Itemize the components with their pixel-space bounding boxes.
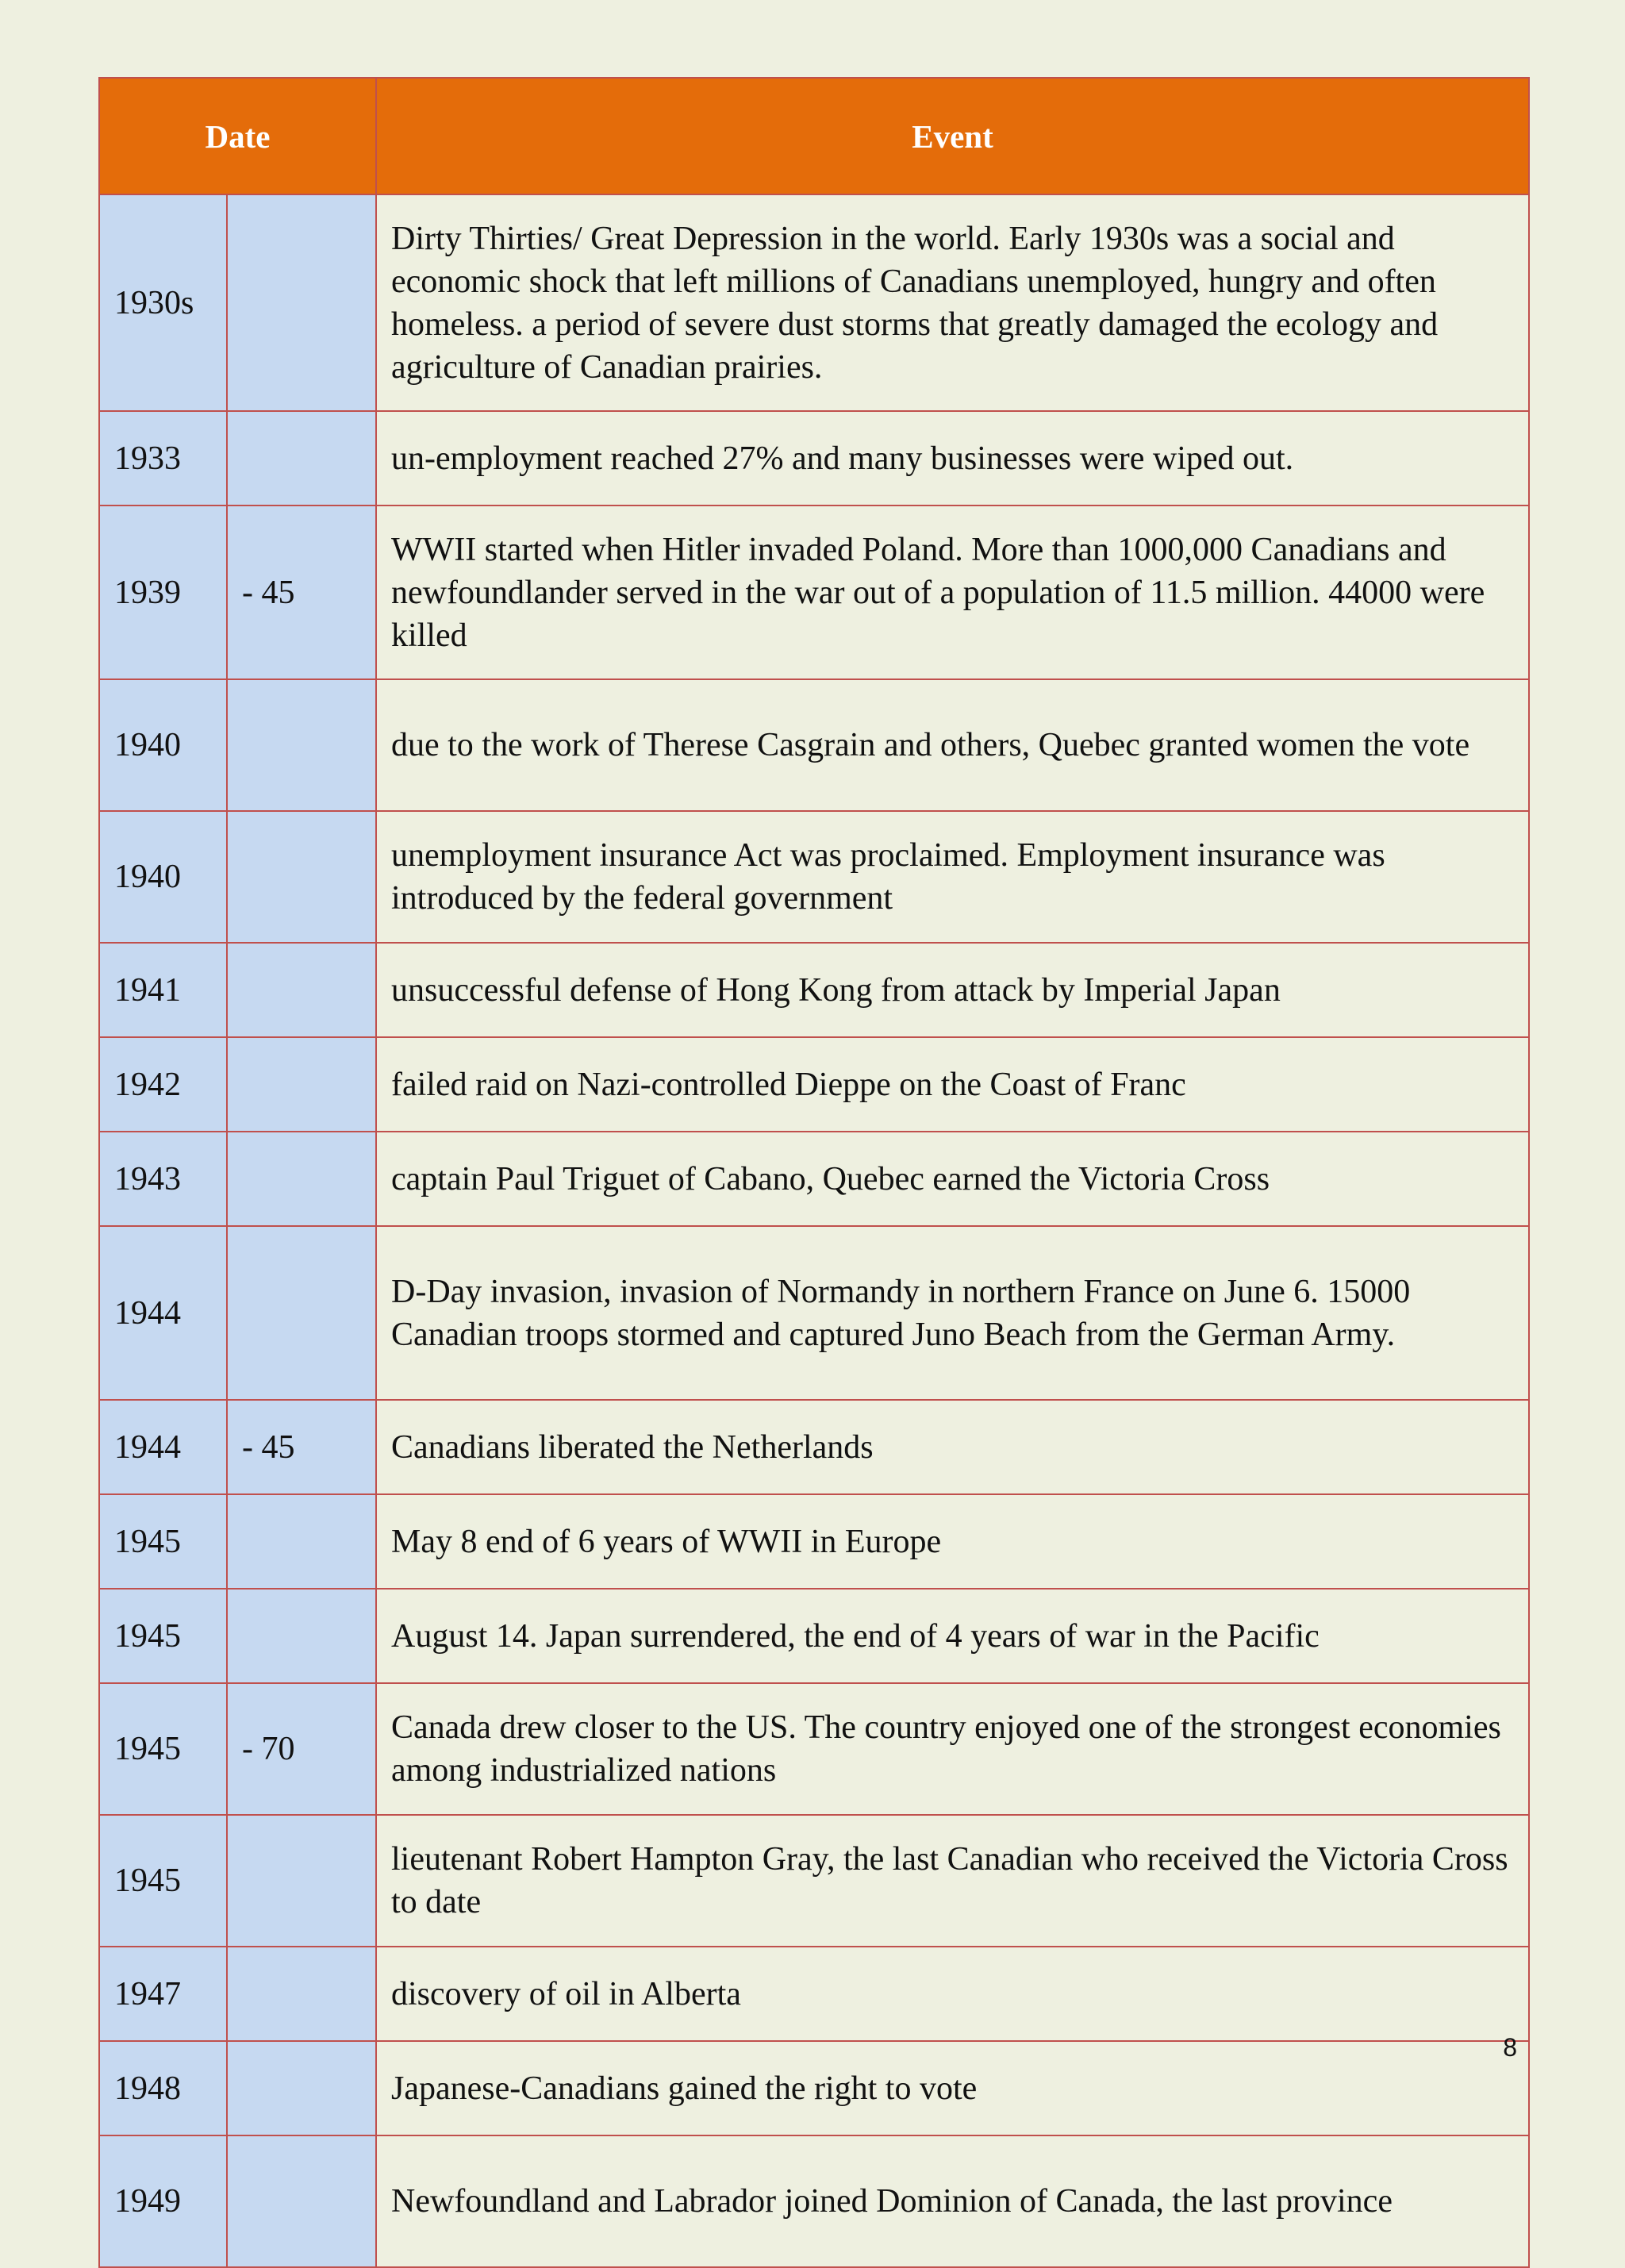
table-row xyxy=(99,2135,1529,2267)
year-cell: 1944 xyxy=(99,1226,227,1400)
event-cell: failed raid on Nazi-controlled Dieppe on the Coast of Franc xyxy=(376,1037,1529,1132)
year-cell: 1930s xyxy=(99,194,227,411)
event-cell: Canada drew closer to the US. The country enjoyed one of the strongest economies among industrialized nations xyxy=(376,1683,1529,1815)
year-range-cell xyxy=(227,1226,376,1400)
table-row xyxy=(99,1815,1529,1947)
event-cell: Japanese-Canadians gained the right to vote xyxy=(376,2041,1529,2135)
table-row xyxy=(99,1400,1529,1494)
table-row xyxy=(99,1589,1529,1683)
year-cell: 1945 xyxy=(99,1815,227,1947)
year-cell: 1947 xyxy=(99,1947,227,2041)
table-row xyxy=(99,1132,1529,1226)
year-range-cell xyxy=(227,1815,376,1947)
year-cell: 1945 xyxy=(99,1494,227,1589)
event-cell: D-Day invasion, invasion of Normandy in northern France on June 6. 15000 Canadian troops stormed and captured Juno Beach from the German Army. xyxy=(376,1226,1529,1400)
event-cell: WWII started when Hitler invaded Poland. More than 1000,000 Canadians and newfoundlander served in the war out of a population of 11.5 million. 44000 were killed xyxy=(376,505,1529,679)
year-range-cell xyxy=(227,411,376,505)
event-cell: discovery of oil in Alberta xyxy=(376,1947,1529,2041)
year-cell: 1940 xyxy=(99,811,227,943)
event-cell: Dirty Thirties/ Great Depression in the world. Early 1930s was a social and economic shock that left millions of Canadians unemployed, hungry and often homeless. a period of severe dust storms that greatly damaged the ecology and agriculture of Canadian prairies. xyxy=(376,194,1529,411)
event-cell: due to the work of Therese Casgrain and others, Quebec granted women the vote xyxy=(376,679,1529,811)
year-range-cell xyxy=(227,2041,376,2135)
table-row xyxy=(99,194,1529,411)
year-cell: 1933 xyxy=(99,411,227,505)
year-range-cell xyxy=(227,1037,376,1132)
event-cell: un-employment reached 27% and many businesses were wiped out. xyxy=(376,411,1529,505)
table-row xyxy=(99,943,1529,1037)
timeline-table xyxy=(98,77,1530,2268)
year-cell: 1945 xyxy=(99,1683,227,1815)
year-cell: 1941 xyxy=(99,943,227,1037)
year-range-cell xyxy=(227,1132,376,1226)
year-range-cell: - 45 xyxy=(227,505,376,679)
table-row xyxy=(99,1494,1529,1589)
event-cell: lieutenant Robert Hampton Gray, the last Canadian who received the Victoria Cross to date xyxy=(376,1815,1529,1947)
year-cell: 1942 xyxy=(99,1037,227,1132)
table-row xyxy=(99,1037,1529,1132)
date-column-header: Date xyxy=(99,78,376,194)
table-row xyxy=(99,1226,1529,1400)
table-row xyxy=(99,2041,1529,2135)
event-cell: unemployment insurance Act was proclaimed. Employment insurance was introduced by the federal government xyxy=(376,811,1529,943)
event-cell: Newfoundland and Labrador joined Dominion of Canada, the last province xyxy=(376,2135,1529,2267)
year-cell: 1939 xyxy=(99,505,227,679)
year-range-cell: - 70 xyxy=(227,1683,376,1815)
year-cell: 1944 xyxy=(99,1400,227,1494)
year-range-cell xyxy=(227,811,376,943)
year-range-cell: - 45 xyxy=(227,1400,376,1494)
table-row xyxy=(99,505,1529,679)
year-cell: 1948 xyxy=(99,2041,227,2135)
table-row xyxy=(99,1683,1529,1815)
table-row xyxy=(99,679,1529,811)
year-range-cell xyxy=(227,1494,376,1589)
table-header-row xyxy=(99,78,1529,194)
year-range-cell xyxy=(227,679,376,811)
event-column-header: Event xyxy=(376,78,1529,194)
table-row xyxy=(99,411,1529,505)
year-cell: 1943 xyxy=(99,1132,227,1226)
event-cell: captain Paul Triguet of Cabano, Quebec earned the Victoria Cross xyxy=(376,1132,1529,1226)
event-cell: August 14. Japan surrendered, the end of 4 years of war in the Pacific xyxy=(376,1589,1529,1683)
event-cell: May 8 end of 6 years of WWII in Europe xyxy=(376,1494,1529,1589)
event-cell: unsuccessful defense of Hong Kong from attack by Imperial Japan xyxy=(376,943,1529,1037)
year-range-cell xyxy=(227,1947,376,2041)
year-range-cell xyxy=(227,943,376,1037)
year-cell: 1940 xyxy=(99,679,227,811)
table-row xyxy=(99,1947,1529,2041)
year-cell: 1945 xyxy=(99,1589,227,1683)
year-range-cell xyxy=(227,1589,376,1683)
year-range-cell xyxy=(227,2135,376,2267)
year-cell: 1949 xyxy=(99,2135,227,2267)
table-row xyxy=(99,811,1529,943)
event-cell: Canadians liberated the Netherlands xyxy=(376,1400,1529,1494)
page-number: 8 xyxy=(1503,2033,1517,2062)
year-range-cell xyxy=(227,194,376,411)
